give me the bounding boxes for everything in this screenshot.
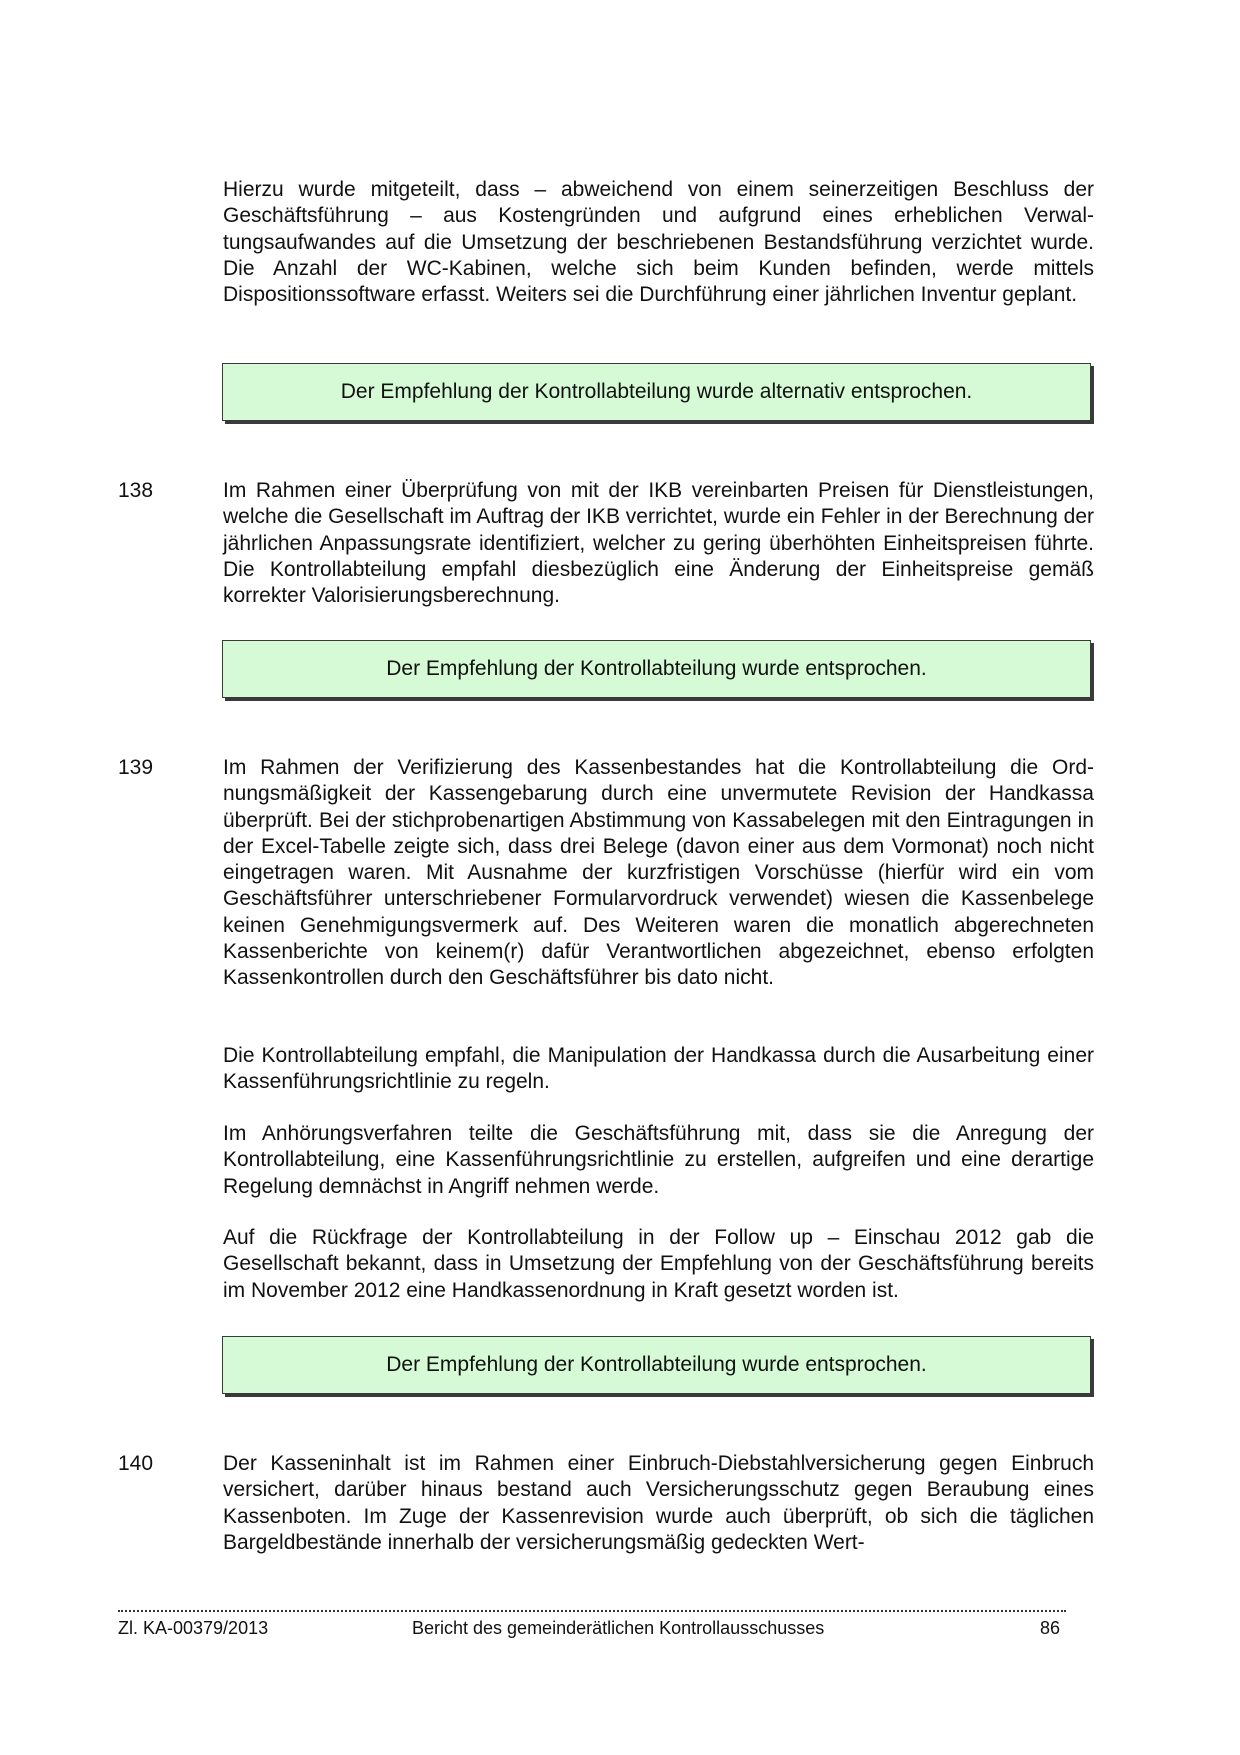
section-number-140: 140 — [118, 1452, 154, 1475]
footer-reference: Zl. KA-00379/2013 — [118, 1618, 269, 1638]
section-138-paragraph: Im Rahmen einer Überprüfung von mit der IKB vereinbarten Preisen für Dienstleistungen, welche die Gesellschaft im Auftrag der IKB verrichtet, wurde ein Fehler in der Berechnung der jährlichen Anpassungsrate identifiziert, welcher zu gering überhöhten Einheitspreisen führte. Die Kontrollabteilung empfahl diesbezüglich eine Änderung der Einheitspreise gemäß korrekter Valorisierungsberechnung. — [223, 479, 1094, 608]
page-number: 86 — [1040, 1618, 1061, 1638]
intro-paragraph: Hierzu wurde mitgeteilt, dass – abweichend von einem seinerzeitigen Beschluss der Geschäftsführung – aus Kostengründen und aufgrund eines erheblichen Verwaltungsaufwandes auf die Umsetzung der beschriebenen Bestandsführung verzichtet wurde. Die Anzahl der WC-Kabinen, welche sich beim Kunden befinden, werde mittels Dispositionssoftware erfasst. Weiters sei die Durchführung einer jährlichen Inventur geplant. — [223, 178, 1094, 307]
section-140-paragraph: Der Kasseninhalt ist im Rahmen einer Einbruch-Diebstahlversicherung gegen Einbruch versichert, darüber hinaus bestand auch Versicherungsschutz gegen Beraubung eines Kassenboten. Im Zuge der Kassenrevision wurde auch überprüft, ob sich die täglichen Bargeldbestände innerhalb der versicherungsmäßig gedeckten Wert- — [223, 1452, 1094, 1554]
section-number-139: 139 — [118, 756, 154, 779]
section-139-paragraph-3: Im Anhörungsverfahren teilte die Geschäftsführung mit, dass sie die Anregung der Kontrollabteilung, eine Kassenführungsrichtlinie zu erstellen, aufgreifen und eine derartige Regelung demnächst in Angriff nehmen werde. — [223, 1122, 1094, 1198]
section-number-138: 138 — [118, 479, 154, 502]
section-139-paragraph-1: Im Rahmen der Verifizierung des Kassenbestandes hat die Kontrollabteilung die Ordnungsmäßigkeit der Kassengebarung durch eine unvermutete Revision der Handkassa überprüft. Bei der stichprobenartigen Abstimmung von Kassabelegen mit den Eintragungen in der Excel-Tabelle zeigte sich, dass drei Belege (davon einer aus dem Vormonat) noch nicht eingetragen waren. Mit Ausnahme der kurzfristigen Vorschüsse (hierfür wird ein vom Geschäftsführer unterschriebener Formularvordruck verwendet) wiesen die Kassenbelege keinen Genehmigungsvermerk auf. Des Weiteren waren die monatlich abgerechneten Kassenberichte von keinem(r) dafür Verantwortlichen abgezeichnet, ebenso erfolgten Kassenkontrollen durch den Geschäftsführer bis dato nicht. — [223, 756, 1094, 990]
footer-divider — [118, 1596, 1066, 1612]
section-139-paragraph-2: Die Kontrollabteilung empfahl, die Manipulation der Handkassa durch die Ausarbeitung einer Kassenführungsrichtlinie zu regeln. — [223, 1044, 1094, 1094]
recommendation-status-box: Der Empfehlung der Kontrollabteilung wurde entsprochen. — [222, 640, 1091, 698]
recommendation-status-box: Der Empfehlung der Kontrollabteilung wurde alternativ entsprochen. — [222, 363, 1091, 421]
footer-title: Bericht des gemeinderätlichen Kontrollausschusses — [412, 1618, 825, 1638]
section-139-paragraph-4: Auf die Rückfrage der Kontrollabteilung in der Follow up – Einschau 2012 gab die Gesellschaft bekannt, dass in Umsetzung der Empfehlung von der Geschäftsführung bereits im November 2012 eine Handkassenordnung in Kraft gesetzt worden ist. — [223, 1226, 1094, 1302]
recommendation-status-box: Der Empfehlung der Kontrollabteilung wurde entsprochen. — [222, 1336, 1091, 1394]
